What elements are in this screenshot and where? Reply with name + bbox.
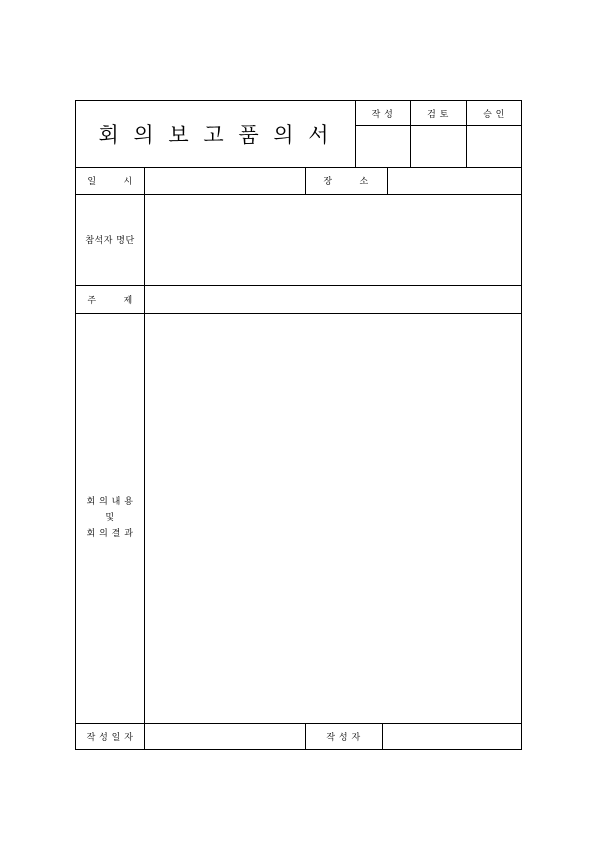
writer-field[interactable]: [382, 723, 522, 750]
approver-signature-box[interactable]: [466, 125, 522, 167]
attendees-label: 참석자 명단: [85, 236, 135, 246]
author-signature-box[interactable]: [355, 125, 410, 167]
datetime-label-cell: [76, 167, 144, 194]
attendees-label-cell: [76, 194, 144, 285]
location-label: 장 소: [323, 177, 369, 187]
content-label-line2: 및: [105, 513, 115, 523]
form-title: 회 의 보 고 품 의 서: [98, 123, 333, 147]
meeting-report-form: [75, 100, 522, 750]
title-cell: [76, 101, 355, 167]
attendees-field[interactable]: [144, 194, 522, 285]
reviewer-signature-box[interactable]: [410, 125, 466, 167]
written-date-label-cell: [76, 723, 144, 750]
approval-approver-label: 승 인: [483, 109, 505, 120]
writer-label-cell: [305, 723, 382, 750]
writer-label: 작 성 자: [326, 733, 361, 743]
content-label-cell: [76, 313, 144, 723]
subject-field[interactable]: [144, 285, 522, 313]
location-field[interactable]: [387, 167, 522, 194]
subject-label: 주 제: [87, 295, 133, 306]
content-label-line1: 회 의 내 용: [86, 497, 134, 507]
written-date-field[interactable]: [144, 723, 305, 750]
approval-reviewer-label: 검 토: [427, 109, 449, 120]
datetime-label: 일 시: [87, 177, 133, 187]
approval-author-label: 작 성: [371, 109, 394, 120]
approval-approver-header: [466, 101, 522, 125]
location-label-cell: [305, 167, 387, 194]
content-label-line3: 회 의 결 과: [86, 529, 134, 539]
content-field[interactable]: [144, 313, 522, 723]
approval-reviewer-header: [410, 101, 466, 125]
approval-author-header: [355, 101, 410, 125]
written-date-label: 작 성 일 자: [86, 733, 134, 743]
subject-label-cell: [76, 285, 144, 313]
datetime-field[interactable]: [144, 167, 305, 194]
